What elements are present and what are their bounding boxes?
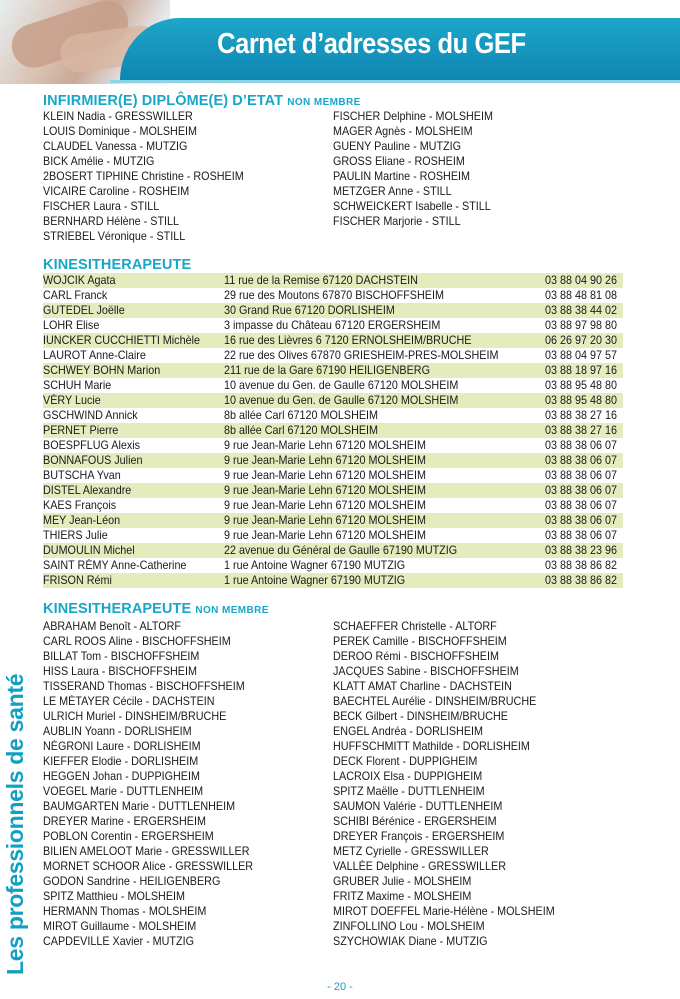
list-item: MORNET SCHOOR Alice - GRESSWILLER (43, 860, 254, 873)
contact-name: WOJCIK Agata (43, 274, 116, 287)
list-item: ABRAHAM Benoît - ALTORF (43, 620, 182, 633)
contact-name: VÉRY Lucie (43, 394, 101, 407)
list-item: PEREK Camille - BISCHOFFSHEIM (333, 635, 507, 648)
contact-name: GUTEDEL Joëlle (43, 304, 125, 317)
contact-phone: 03 88 48 81 08 (545, 289, 617, 302)
table-row (43, 498, 623, 513)
list-item: MIROT Guillaume - MOLSHEIM (43, 920, 197, 933)
section-title-kine-non-membre (43, 601, 269, 617)
contact-address: 29 rue des Moutons 67870 BISCHOFFSHEIM (224, 289, 444, 302)
list-item: LOUIS Dominique - MOLSHEIM (43, 125, 198, 138)
contact-address: 9 rue Jean-Marie Lehn 67120 MOLSHEIM (224, 529, 426, 542)
list-item: KLEIN Nadia - GRESSWILLER (43, 110, 193, 123)
list-item: HERMANN Thomas - MOLSHEIM (43, 905, 207, 918)
list-item: LE MÉTAYER Cécile - DACHSTEIN (43, 695, 215, 708)
list-item: SAUMON Valérie - DUTTLENHEIM (333, 800, 503, 813)
contact-phone: 03 88 97 98 80 (545, 319, 617, 332)
list-item: DREYER François - ERGERSHEIM (333, 830, 505, 843)
table-row (43, 288, 623, 303)
contact-phone: 03 88 38 06 07 (545, 439, 617, 452)
contact-phone: 03 88 38 06 07 (545, 514, 617, 527)
contact-address: 8b allée Carl 67120 MOLSHEIM (224, 409, 379, 422)
contact-address: 16 rue des Lièvres 6 7120 ERNOLSHEIM/BRUCHE (224, 334, 472, 347)
contact-address: 22 avenue du Général de Gaulle 67190 MUTZIG (224, 544, 458, 557)
list-item: FISCHER Laura - STILL (43, 200, 160, 213)
list-item: GUENY Pauline - MUTZIG (333, 140, 462, 153)
list-item: ENGEL Andréa - DORLISHEIM (333, 725, 484, 738)
contact-address: 8b allée Carl 67120 MOLSHEIM (224, 424, 379, 437)
list-item: METZ Cyrielle - GRESSWILLER (333, 845, 489, 858)
contact-address: 10 avenue du Gen. de Gaulle 67120 MOLSHEIM (224, 379, 459, 392)
table-row (43, 438, 623, 453)
contact-name: THIERS Julie (43, 529, 108, 542)
contact-name: MEY Jean-Léon (43, 514, 121, 527)
list-item: DEROO Rémi - BISCHOFFSHEIM (333, 650, 499, 663)
contact-name: CARL Franck (43, 289, 108, 302)
contact-name: BONNAFOUS Julien (43, 454, 143, 467)
list-item: BILLAT Tom - BISCHOFFSHEIM (43, 650, 200, 663)
contact-address: 3 impasse du Château 67120 ERGERSHEIM (224, 319, 441, 332)
list-item: STRIEBEL Véronique - STILL (43, 230, 186, 243)
list-item: MAGER Agnès - MOLSHEIM (333, 125, 473, 138)
contact-address: 22 rue des Olives 67870 GRIESHEIM-PRES-MOLSHEIM (224, 349, 499, 362)
table-row (43, 513, 623, 528)
list-item: GRUBER Julie - MOLSHEIM (333, 875, 472, 888)
table-row (43, 543, 623, 558)
list-item: BICK Amélie - MUTZIG (43, 155, 155, 168)
list-item: CARL ROOS Aline - BISCHOFFSHEIM (43, 635, 231, 648)
table-row (43, 408, 623, 423)
table-row (43, 558, 623, 573)
table-row (43, 453, 623, 468)
list-item: DREYER Marine - ERGERSHEIM (43, 815, 206, 828)
side-section-title: Les professionnels de santé (2, 673, 28, 975)
list-item: BECK Gilbert - DINSHEIM/BRUCHE (333, 710, 508, 723)
contact-address: 11 rue de la Remise 67120 DACHSTEIN (224, 274, 418, 287)
contact-name: LAUROT Anne-Claire (43, 349, 146, 362)
list-item: GODON Sandrine - HEILIGENBERG (43, 875, 221, 888)
contact-name: IUNCKER CUCCHIETTI Michèle (43, 334, 200, 347)
list-item: SCHIBI Bérénice - ERGERSHEIM (333, 815, 497, 828)
table-row (43, 483, 623, 498)
contact-phone: 03 88 18 97 16 (545, 364, 617, 377)
banner-underline (110, 80, 680, 83)
list-item: MIROT DOEFFEL Marie-Hélène - MOLSHEIM (333, 905, 555, 918)
infirmier-list-left (43, 109, 259, 244)
contact-phone: 03 88 95 48 80 (545, 379, 617, 392)
list-item: SCHWEICKERT Isabelle - STILL (333, 200, 491, 213)
contact-name: LOHR Elise (43, 319, 100, 332)
list-item: FRITZ Maxime - MOLSHEIM (333, 890, 472, 903)
list-item: VICAIRE Caroline - ROSHEIM (43, 185, 190, 198)
contact-address: 9 rue Jean-Marie Lehn 67120 MOLSHEIM (224, 439, 426, 452)
contact-name: DISTEL Alexandre (43, 484, 132, 497)
list-item: VALLÉE Delphine - GRESSWILLER (333, 860, 506, 873)
table-row (43, 333, 623, 348)
list-item: SCHAEFFER Christelle - ALTORF (333, 620, 497, 633)
contact-address: 9 rue Jean-Marie Lehn 67120 MOLSHEIM (224, 514, 426, 527)
infirmier-list-right (333, 109, 505, 229)
contact-name: SCHUH Marie (43, 379, 112, 392)
contact-phone: 03 88 38 44 02 (545, 304, 617, 317)
list-item: GROSS Eliane - ROSHEIM (333, 155, 465, 168)
list-item: PAULIN Martine - ROSHEIM (333, 170, 471, 183)
list-item: KLATT AMAT Charline - DACHSTEIN (333, 680, 512, 693)
list-item: DECK Florent - DUPPIGHEIM (333, 755, 478, 768)
contact-address: 1 rue Antoine Wagner 67190 MUTZIG (224, 574, 406, 587)
contact-name: DUMOULIN Michel (43, 544, 135, 557)
list-item: ULRICH Muriel - DINSHEIM/BRUCHE (43, 710, 227, 723)
section-title-infirmier (43, 93, 361, 109)
list-item: BERNHARD Hélène - STILL (43, 215, 180, 228)
contact-phone: 03 88 38 06 07 (545, 469, 617, 482)
contact-address: 9 rue Jean-Marie Lehn 67120 MOLSHEIM (224, 499, 426, 512)
contact-address: 9 rue Jean-Marie Lehn 67120 MOLSHEIM (224, 469, 426, 482)
contact-name: SAINT RÉMY Anne-Catherine (43, 559, 187, 572)
list-item: FISCHER Marjorie - STILL (333, 215, 461, 228)
list-item: HISS Laura - BISCHOFFSHEIM (43, 665, 197, 678)
list-item: HUFFSCHMITT Mathilde - DORLISHEIM (333, 740, 530, 753)
list-item: POBLON Corentin - ERGERSHEIM (43, 830, 214, 843)
section-title-text: KINESITHERAPEUTE (43, 257, 192, 273)
contact-phone: 03 88 04 97 57 (545, 349, 617, 362)
contact-name: FRISON Rémi (43, 574, 112, 587)
contact-name: PERNET Pierre (43, 424, 119, 437)
list-item: KIEFFER Elodie - DORLISHEIM (43, 755, 199, 768)
list-item: VOEGEL Marie - DUTTLENHEIM (43, 785, 204, 798)
contact-phone: 03 88 38 27 16 (545, 409, 617, 422)
list-item: SPITZ Maëlle - DUTTLENHEIM (333, 785, 485, 798)
section-subtitle: NON MEMBRE (287, 97, 361, 108)
table-row (43, 363, 623, 378)
section-title-text: INFIRMIER(E) DIPLÔME(E) D’ETAT (43, 93, 284, 109)
contact-name: SCHWEY BOHN Marion (43, 364, 161, 377)
list-item: METZGER Anne - STILL (333, 185, 452, 198)
kine-nm-list-left (43, 619, 269, 949)
list-item: BAUMGARTEN Marie - DUTTLENHEIM (43, 800, 236, 813)
contact-phone: 03 88 38 23 96 (545, 544, 617, 557)
table-row (43, 423, 623, 438)
contact-name: BOESPFLUG Alexis (43, 439, 141, 452)
table-row (43, 393, 623, 408)
list-item: SZYCHOWIAK Diane - MUTZIG (333, 935, 488, 948)
contact-phone: 03 88 38 06 07 (545, 484, 617, 497)
page-header (0, 0, 680, 84)
contact-address: 9 rue Jean-Marie Lehn 67120 MOLSHEIM (224, 454, 426, 467)
list-item: AUBLIN Yoann - DORLISHEIM (43, 725, 192, 738)
page-number: - 20 - (327, 981, 353, 993)
contact-phone: 03 88 04 90 26 (545, 274, 617, 287)
contact-address: 1 rue Antoine Wagner 67190 MUTZIG (224, 559, 406, 572)
contact-phone: 03 88 38 86 82 (545, 574, 617, 587)
contact-address: 9 rue Jean-Marie Lehn 67120 MOLSHEIM (224, 484, 426, 497)
page-title: Carnet d’adresses du GEF (217, 28, 526, 60)
contact-phone: 03 88 95 48 80 (545, 394, 617, 407)
contact-phone: 03 88 38 86 82 (545, 559, 617, 572)
table-row (43, 318, 623, 333)
list-item: HEGGEN Johan - DUPPIGHEIM (43, 770, 200, 783)
contact-address: 211 rue de la Gare 67190 HEILIGENBERG (224, 364, 430, 377)
table-row (43, 348, 623, 363)
contact-address: 10 avenue du Gen. de Gaulle 67120 MOLSHEIM (224, 394, 459, 407)
list-item: FISCHER Delphine - MOLSHEIM (333, 110, 493, 123)
list-item: SPITZ Matthieu - MOLSHEIM (43, 890, 185, 903)
list-item: TISSERAND Thomas - BISCHOFFSHEIM (43, 680, 245, 693)
section-title-text: KINESITHERAPEUTE (43, 601, 192, 617)
list-item: JACQUES Sabine - BISCHOFFSHEIM (333, 665, 519, 678)
contact-name: KAES François (43, 499, 117, 512)
list-item: CLAUDEL Vanessa - MUTZIG (43, 140, 188, 153)
table-row (43, 528, 623, 543)
list-item: ZINFOLLINO Lou - MOLSHEIM (333, 920, 485, 933)
list-item: NÉGRONI Laure - DORLISHEIM (43, 740, 201, 753)
table-row (43, 273, 623, 288)
list-item: 2BOSERT TIPHINE Christine - ROSHEIM (43, 170, 244, 183)
list-item: BILIEN AMELOOT Marie - GRESSWILLER (43, 845, 250, 858)
list-item: LACROIX Elsa - DUPPIGHEIM (333, 770, 483, 783)
contact-phone: 03 88 38 06 07 (545, 499, 617, 512)
list-item: BAECHTEL Aurélie - DINSHEIM/BRUCHE (333, 695, 537, 708)
list-item: CAPDEVILLE Xavier - MUTZIG (43, 935, 194, 948)
contact-name: BUTSCHA Yvan (43, 469, 121, 482)
table-row (43, 303, 623, 318)
kine-nm-list-right (333, 619, 571, 949)
contact-name: GSCHWIND Annick (43, 409, 138, 422)
contact-address: 30 Grand Rue 67120 DORLISHEIM (224, 304, 395, 317)
contact-phone: 03 88 38 06 07 (545, 529, 617, 542)
contact-phone: 06 26 97 20 30 (545, 334, 617, 347)
table-row (43, 573, 623, 588)
section-title-kine (43, 257, 191, 273)
contact-phone: 03 88 38 27 16 (545, 424, 617, 437)
table-row (43, 468, 623, 483)
kine-table (43, 273, 623, 588)
contact-phone: 03 88 38 06 07 (545, 454, 617, 467)
section-subtitle: NON MEMBRE (195, 605, 269, 616)
table-row (43, 378, 623, 393)
